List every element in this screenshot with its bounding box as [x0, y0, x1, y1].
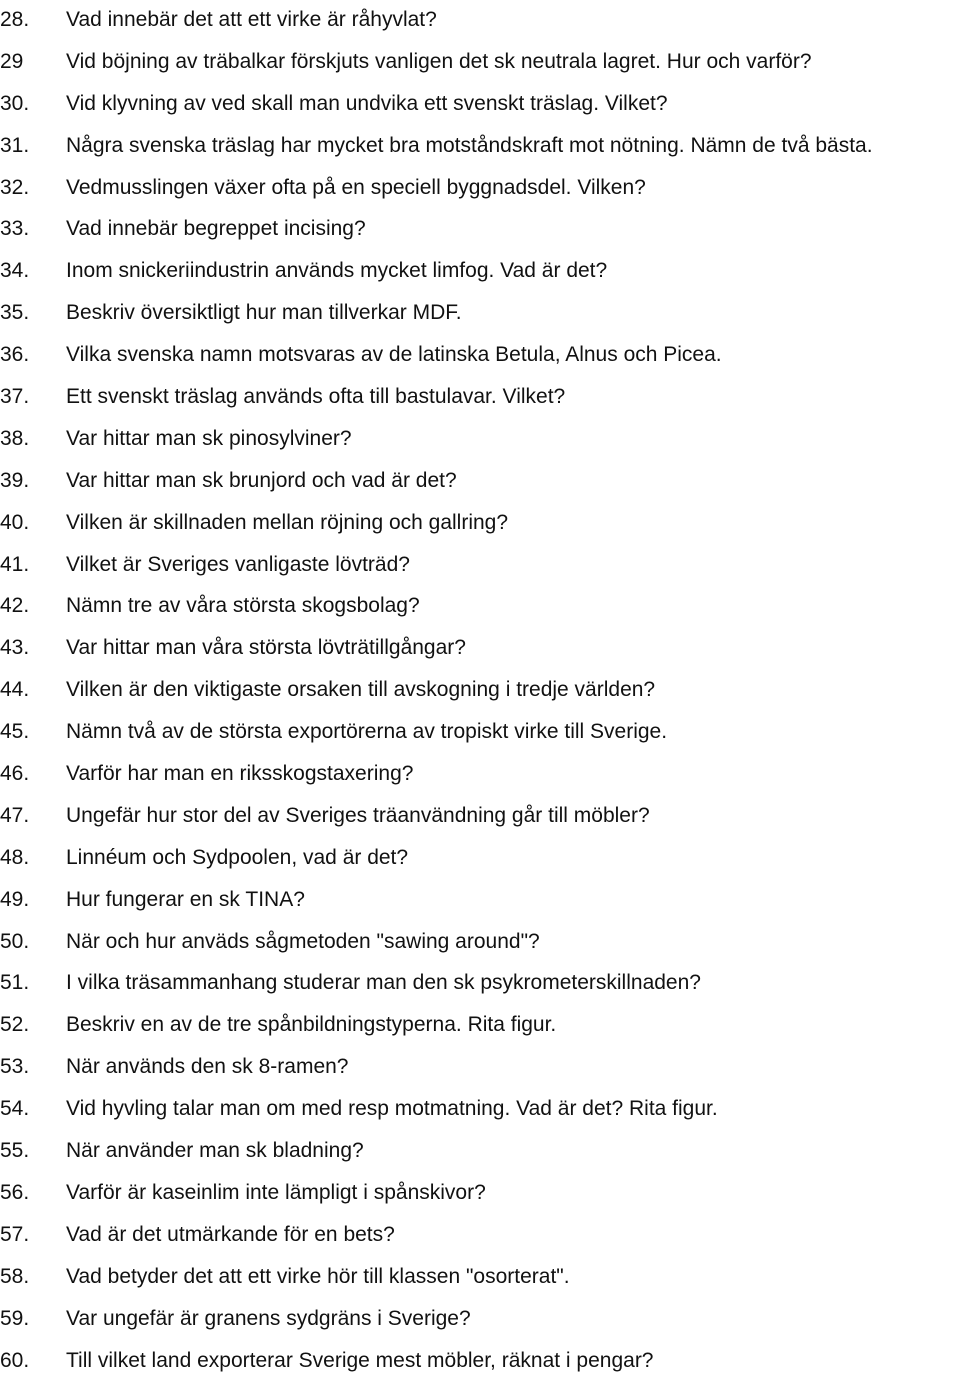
question-item-17	[0, 669, 873, 711]
question-item-26	[0, 1046, 873, 1088]
question-item-6	[0, 208, 873, 250]
question-number: 45.	[0, 711, 66, 753]
question-item-33	[0, 1340, 873, 1381]
question-text: Vilken är den viktigaste orsaken till avskogning i tredje världen?	[66, 669, 655, 711]
question-text: Vilket är Sveriges vanligaste lövträd?	[66, 544, 410, 586]
question-item-19	[0, 753, 873, 795]
question-item-11	[0, 418, 873, 460]
question-item-10	[0, 376, 873, 418]
question-number: 38.	[0, 418, 66, 460]
question-number: 49.	[0, 879, 66, 921]
question-item-7	[0, 250, 873, 292]
question-text: Beskriv översiktligt hur man tillverkar MDF.	[66, 292, 462, 334]
question-text: När använder man sk bladning?	[66, 1130, 364, 1172]
question-text: Linnéum och Sydpoolen, vad är det?	[66, 837, 408, 879]
question-text: Vilken är skillnaden mellan röjning och gallring?	[66, 502, 508, 544]
question-text: När används den sk 8-ramen?	[66, 1046, 349, 1088]
question-text: Vid klyvning av ved skall man undvika ett svenskt träslag. Vilket?	[66, 83, 668, 125]
question-text: Var ungefär är granens sydgräns i Sverige?	[66, 1298, 471, 1340]
question-text: Varför har man en riksskogstaxering?	[66, 753, 413, 795]
question-text: Vad är det utmärkande för en bets?	[66, 1214, 395, 1256]
question-number: 28.	[0, 0, 66, 41]
question-number: 34.	[0, 250, 66, 292]
question-item-14	[0, 544, 873, 586]
question-item-8	[0, 292, 873, 334]
question-item-27	[0, 1088, 873, 1130]
question-text: Var hittar man sk pinosylviner?	[66, 418, 352, 460]
question-text: Några svenska träslag har mycket bra motståndskraft mot nötning. Nämn de två bästa.	[66, 125, 873, 167]
question-number: 44.	[0, 669, 66, 711]
question-number: 30.	[0, 83, 66, 125]
question-number: 41.	[0, 544, 66, 586]
question-text: Var hittar man våra största lövträtillgångar?	[66, 627, 466, 669]
question-item-16	[0, 627, 873, 669]
question-item-13	[0, 502, 873, 544]
question-item-2	[0, 41, 873, 83]
question-text: Nämn två av de största exportörerna av tropiskt virke till Sverige.	[66, 711, 667, 753]
question-number: 48.	[0, 837, 66, 879]
question-text: I vilka träsammanhang studerar man den sk psykrometerskillnaden?	[66, 962, 701, 1004]
question-number: 43.	[0, 627, 66, 669]
question-number: 51.	[0, 962, 66, 1004]
question-item-4	[0, 125, 873, 167]
question-number: 52.	[0, 1004, 66, 1046]
question-text: Ungefär hur stor del av Sveriges träanvändning går till möbler?	[66, 795, 650, 837]
question-text: Beskriv en av de tre spånbildningstyperna. Rita figur.	[66, 1004, 556, 1046]
question-item-32	[0, 1298, 873, 1340]
question-number: 46.	[0, 753, 66, 795]
question-number: 55.	[0, 1130, 66, 1172]
question-text: Varför är kaseinlim inte lämpligt i spånskivor?	[66, 1172, 486, 1214]
question-number: 32.	[0, 167, 66, 209]
question-number: 37.	[0, 376, 66, 418]
question-text: Vad betyder det att ett virke hör till klassen "osorterat".	[66, 1256, 570, 1298]
question-number: 54.	[0, 1088, 66, 1130]
question-item-23	[0, 921, 873, 963]
question-item-21	[0, 837, 873, 879]
question-item-28	[0, 1130, 873, 1172]
question-text: Till vilket land exporterar Sverige mest möbler, räknat i pengar?	[66, 1340, 654, 1381]
question-item-20	[0, 795, 873, 837]
question-text: Hur fungerar en sk TINA?	[66, 879, 305, 921]
question-text: Vilka svenska namn motsvaras av de latinska Betula, Alnus och Picea.	[66, 334, 722, 376]
question-item-22	[0, 879, 873, 921]
question-item-30	[0, 1214, 873, 1256]
question-item-9	[0, 334, 873, 376]
question-number: 39.	[0, 460, 66, 502]
question-item-5	[0, 167, 873, 209]
question-number: 31.	[0, 125, 66, 167]
question-text: Inom snickeriindustrin används mycket limfog. Vad är det?	[66, 250, 607, 292]
question-text: Vedmusslingen växer ofta på en speciell byggnadsdel. Vilken?	[66, 167, 646, 209]
question-text: Nämn tre av våra största skogsbolag?	[66, 585, 420, 627]
question-text: Vad innebär det att ett virke är råhyvlat?	[66, 0, 437, 41]
question-text: Vid böjning av träbalkar förskjuts vanligen det sk neutrala lagret. Hur och varför?	[66, 41, 812, 83]
question-item-15	[0, 585, 873, 627]
question-item-25	[0, 1004, 873, 1046]
question-text: När och hur anväds sågmetoden "sawing around"?	[66, 921, 540, 963]
question-number: 59.	[0, 1298, 66, 1340]
question-text: Ett svenskt träslag används ofta till bastulavar. Vilket?	[66, 376, 565, 418]
question-number: 36.	[0, 334, 66, 376]
question-number: 56.	[0, 1172, 66, 1214]
question-item-29	[0, 1172, 873, 1214]
question-item-24	[0, 962, 873, 1004]
question-text: Vad innebär begreppet incising?	[66, 208, 366, 250]
question-number: 58.	[0, 1256, 66, 1298]
question-item-3	[0, 83, 873, 125]
question-number: 50.	[0, 921, 66, 963]
question-number: 35.	[0, 292, 66, 334]
question-number: 29	[0, 41, 66, 83]
question-number: 57.	[0, 1214, 66, 1256]
question-number: 42.	[0, 585, 66, 627]
question-item-12	[0, 460, 873, 502]
question-number: 33.	[0, 208, 66, 250]
question-number: 53.	[0, 1046, 66, 1088]
question-text: Vid hyvling talar man om med resp motmatning. Vad är det? Rita figur.	[66, 1088, 718, 1130]
question-number: 40.	[0, 502, 66, 544]
question-text: Var hittar man sk brunjord och vad är det?	[66, 460, 457, 502]
question-item-1	[0, 0, 873, 41]
question-item-18	[0, 711, 873, 753]
question-number: 47.	[0, 795, 66, 837]
question-item-31	[0, 1256, 873, 1298]
question-number: 60.	[0, 1340, 66, 1381]
